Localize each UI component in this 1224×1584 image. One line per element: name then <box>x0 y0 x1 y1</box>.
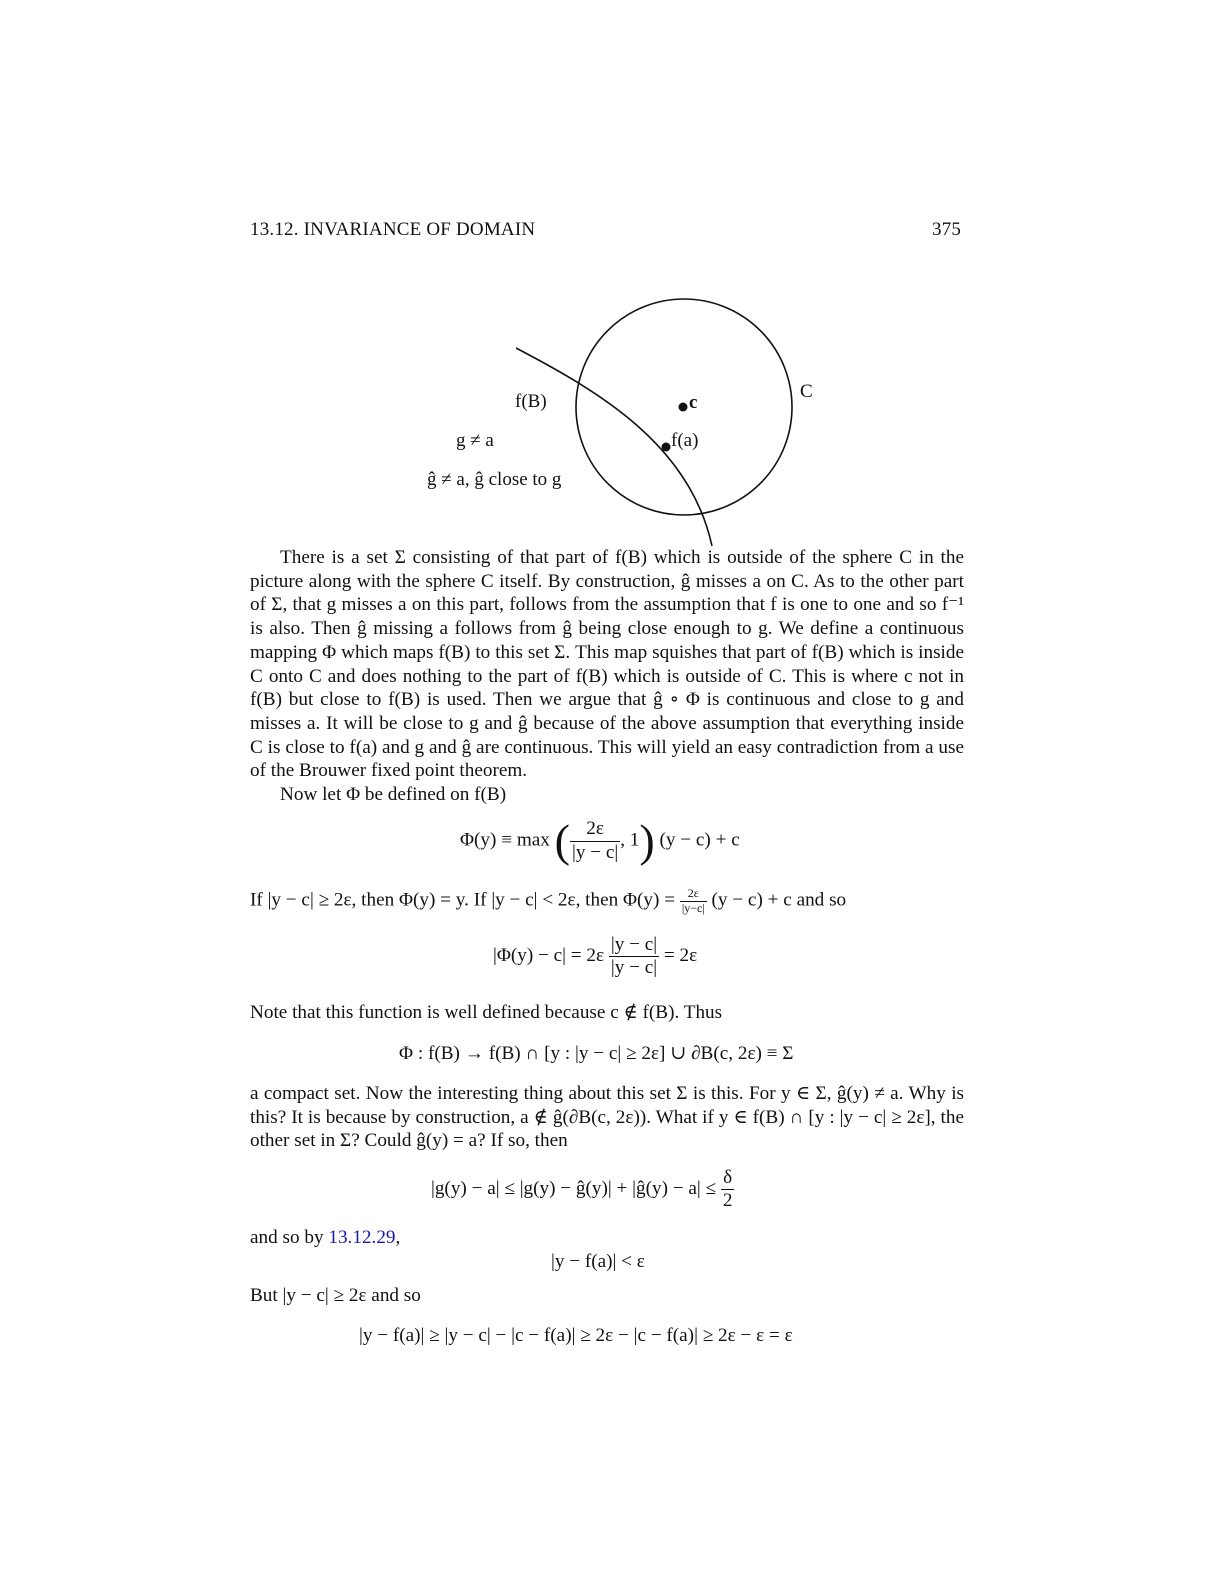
label-ghat: ĝ ≠ a, ĝ close to g <box>427 469 562 490</box>
label-fa: f(a) <box>671 430 699 451</box>
eq2-fraction: $\frac{|y - c|}{|y - c|}$ <box>610 934 658 979</box>
equation-phi-map: Φ : f(B) → f(B) ∩ [y : |y − c| ≥ 2ε] ∪ ∂B(c, 2ε) ≡ Σ <box>399 1043 794 1064</box>
text-line-5: and so by 13.12.29, <box>250 1227 401 1248</box>
label-g-ne-a: g ≠ a <box>456 430 494 451</box>
page-number: 375 <box>932 219 962 240</box>
equation-phi-norm: |Φ(y) − c| = 2ε $\frac{|y - c|}{|y - c|}$ = 2ε <box>493 934 698 979</box>
equation-y-fa: |y − f(a)| < ε <box>551 1251 645 1272</box>
paragraph-1: There is a set Σ consisting of that part of f(B) which is outside of the sphere C in the picture along with the sphere C itself. By construction, ĝ misses a on C. As to the other part of Σ, that g misses a on this part, follows from the assumption that f is one to one and so f⁻¹ is also. Then ĝ missing a follows from ĝ being close enough to g. We define a continuous mapping Φ which maps f(B) to this set Σ. This map squishes that part of f(B) which is inside C onto C and does nothing to the part of f(B) which is outside of C. This is where c not in f(B) but close to f(B) is used. Then we argue that ĝ ∘ Φ is continuous and close to g and misses a. It will be close to g and ĝ because of the above assumption that everything inside C is close to f(a) and g and ĝ are continuous. This will yield an easy contradiction from a use of the Brouwer fixed point theorem. <box>250 547 964 782</box>
label-fB: f(B) <box>515 391 547 412</box>
eq1-lhs: Φ(y) ≡ max <box>460 829 550 851</box>
eq1-fraction <box>570 818 620 863</box>
paragraph-2: Now let Φ be defined on f(B) <box>280 784 507 806</box>
equation-g-bound: |g(y) − a| ≤ |g(y) − ĝ(y)| + |ĝ(y) − a| ≤ $\frac{\delta}{2}$ <box>431 1167 733 1212</box>
point-c-dot <box>679 403 688 412</box>
sphere-figure <box>0 0 1224 560</box>
equation-phi-def: Φ(y) ≡ max ( $\frac{2\varepsilon}{|y - c|}$ , 1) (y − c) + c <box>460 815 740 866</box>
text-line-3: If |y − c| ≥ 2ε, then Φ(y) = y. If |y − c| < 2ε, then Φ(y) = $\frac{2\varepsilon}{|y-c|}$ (y − c) + c and so <box>250 886 847 915</box>
eq1-num: 2ε <box>570 818 620 841</box>
paragraph-intro <box>250 546 964 807</box>
eq1-den: |y − c| <box>571 841 619 863</box>
label-c: c <box>689 392 698 413</box>
text-line-6: But |y − c| ≥ 2ε and so <box>250 1285 421 1306</box>
eq1-one: , 1 <box>620 829 640 851</box>
text-line-4: Note that this function is well defined because c ∉ f(B). Thus <box>250 1002 723 1023</box>
running-header: 13.12. INVARIANCE OF DOMAIN <box>250 219 536 240</box>
point-fa-dot <box>662 443 671 452</box>
paragraph-3: a compact set. Now the interesting thing about this set Σ is this. For y ∈ Σ, ĝ(y) ≠ a. Why is this? It is because by construction, a ∉ ĝ(∂B(c, 2ε)). What if y ∈ f(B) ∩ [y : |y − c| ≥ 2ε], the other set in Σ? Could ĝ(y) = a? If so, then <box>250 1083 964 1152</box>
equation-final-bound: |y − f(a)| ≥ |y − c| − |c − f(a)| ≥ 2ε − |c − f(a)| ≥ 2ε − ε = ε <box>359 1325 793 1346</box>
label-C: C <box>800 381 813 402</box>
eq1-rhs: (y − c) + c <box>659 829 740 851</box>
line3-fraction: $\frac{2\varepsilon}{|y-c|}$ <box>681 886 705 915</box>
equation-ref-link[interactable]: 13.12.29 <box>328 1227 396 1248</box>
eq4-fraction: $\frac{\delta}{2}$ <box>722 1167 733 1212</box>
